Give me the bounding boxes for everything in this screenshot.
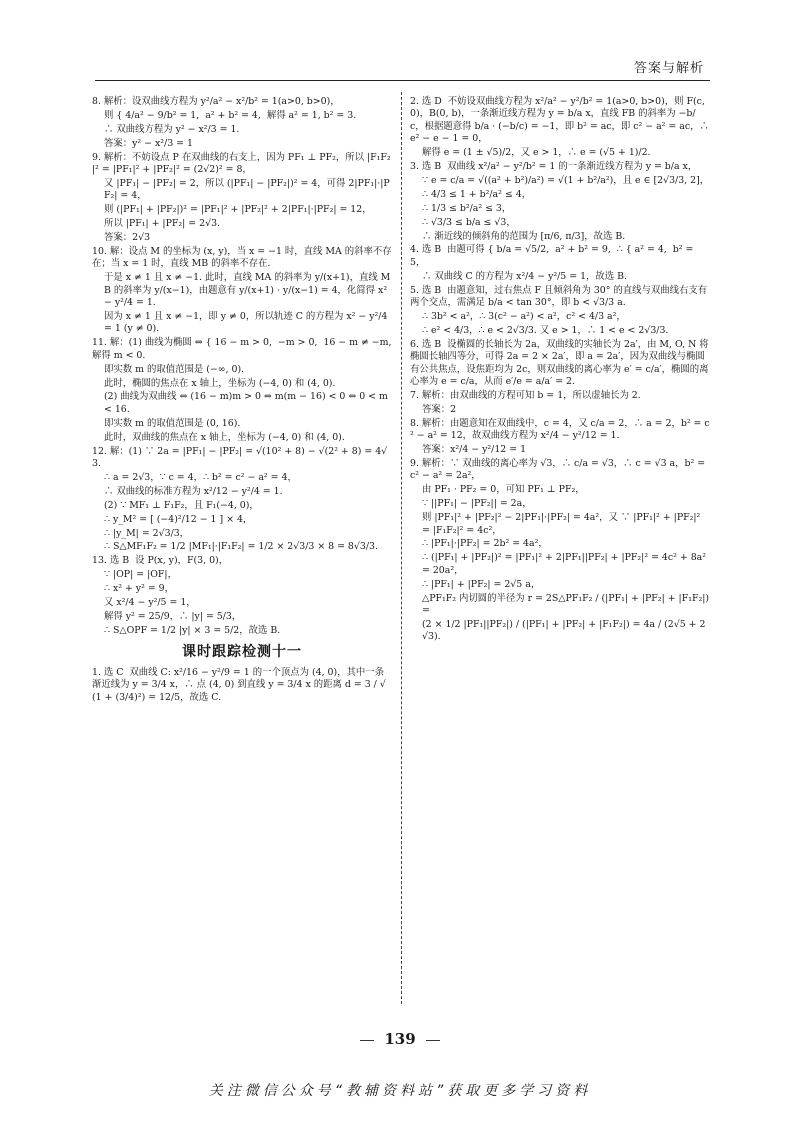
right-para: ∴ 3b² < a²，∴ 3(c² − a²) < a²，c² < 4/3 a²， <box>422 311 626 322</box>
left-para: 则 { 4/a² − 9/b² = 1, a² + b² = 4, 解得 a² = 1, b² = 3. <box>104 109 357 121</box>
left-para: 9. 解析：不妨设点 P 在双曲线的右支上，因为 PF₁ ⊥ PF₂，所以 |F₁F₂|² = |PF₁|² + |PF₂|² = (2√2)² = 8， <box>92 151 391 176</box>
left-para: 又 x²/4 − y²/5 = 1， <box>104 597 196 609</box>
right-para: 6. 选 B 设椭圆的长轴长为 2a，双曲线的实轴长为 2a′，由 M, O, N 将椭圆长轴四等分，可得 2a = 2 × 2a′，即 a = 2a′，因为双曲线与椭圆有公共焦点，设焦距均为 2c，则双曲线的离心率为 e′ = c/a′，椭圆的离心率为 e = c/a，从而 e′/e = a/a′ = 2. <box>410 338 709 388</box>
left-para: 此时，双曲线的焦点在 x 轴上，坐标为 (−4, 0) 和 (4, 0). <box>104 431 345 443</box>
right-answer: 答案：x²/4 − y²/12 = 1 <box>422 444 527 456</box>
left-para: ∴ y_M² = [ (−4)²/12 − 1 ] × 4， <box>104 513 253 525</box>
left-para: 则 (|PF₁| + |PF₂|)² = |PF₁|² + |PF₂|² + 2|PF₁|·|PF₂| = 12， <box>104 204 372 216</box>
right-para: 4. 选 B 由题可得 { b/a = √5/2, a² + b² = 9, ∴ { a² = 4, b² = 5， <box>410 244 697 268</box>
left-para: ∴ S△MF₁F₂ = 1/2 |MF₁|·|F₁F₂| = 1/2 × 2√3/3 × 8 = 8√3/3. <box>104 541 378 553</box>
right-para: 7. 解析：由双曲线的方程可知 b = 1，所以虚轴长为 2. <box>410 389 641 401</box>
page-number-dash-left <box>360 1040 374 1041</box>
page-number <box>0 1030 800 1050</box>
left-para: 解得 y² = 25/9，∴ |y| = 5/3， <box>104 610 242 622</box>
footer-note: 关注微信公众号“教辅资料站”获取更多学习资料 <box>208 1083 592 1099</box>
right-para: ∴ 双曲线 C 的方程为 x²/4 − y²/5 = 1，故选 B. <box>422 270 628 282</box>
right-para: ∵ e = c/a = √((a² + b²)/a²) = √(1 + b²/a²)，且 e ∈ [2√3/3, 2]， <box>422 174 710 186</box>
left-para: 1. 选 C 双曲线 C: x²/16 − y²/9 = 1 的一个顶点为 (4, 0)，其中一条渐近线为 y = 3/4 x，∴ 点 (4, 0) 到直线 y = 3/4 x 的距离 d = 3 / √(1 + (3/4)²) = 12/5，故选 C. <box>92 666 386 703</box>
page-number-dash-right <box>426 1040 440 1041</box>
header-title: 答案与解析 <box>633 61 704 76</box>
left-para: 8. 解析：设双曲线方程为 y²/a² − x²/b² = 1(a>0, b>0)， <box>92 96 340 107</box>
left-para: (2) ∵ MF₁ ⊥ F₁F₂，且 F₁(−4, 0)， <box>104 499 259 511</box>
left-para: ∴ 双曲线的标准方程为 x²/12 − y²/4 = 1. <box>104 485 283 497</box>
right-para: 2. 选 D 不妨设双曲线方程为 x²/a² − y²/b² = 1(a>0, b>0)，则 F(c, 0)，B(0, b)，一条渐近线方程为 y = b/a x，直线 FB 的斜率为 −b/c，根据题意得 b/a · (−b/c) = −1，即 b² = ac，即 c² − a² = ac，∴ e² − e − 1 = 0， <box>410 96 712 145</box>
right-para: ∴ √3/3 ≤ b/a ≤ √3， <box>422 216 516 228</box>
section-title: 课时跟踪检测十一 <box>182 644 302 661</box>
left-para: 10. 解：设点 M 的坐标为 (x, y)，当 x = −1 时，直线 MA 的斜率不存在；当 x = 1 时，直线 MB 的斜率不存在. <box>92 245 392 270</box>
right-column <box>410 96 713 1031</box>
left-para: (2) 曲线为双曲线 ⇔ (16 − m)m > 0 ⇔ m(m − 16) < 0 ⇔ 0 < m < 16. <box>104 391 391 415</box>
left-para: 即实数 m 的取值范围是 (−∞, 0). <box>104 363 245 375</box>
right-para: ∴ 渐近线的倾斜角的范围为 [π/6, π/3]，故选 B. <box>422 230 626 242</box>
column-divider <box>401 92 402 1004</box>
right-para: ∴ (|PF₁| + |PF₂|)² = |PF₁|² + 2|PF₁||PF₂| + |PF₂|² = 4c² + 8a² = 20a²， <box>422 552 709 576</box>
left-para: 12. 解：(1) ∵ 2a = |PF₁| − |PF₂| = √(10² + 8) − √(2² + 8) = 4√3. <box>92 445 388 469</box>
right-para: ∴ e² < 4/3，∴ e < 2√3/3. 又 e > 1，∴ 1 < e < 2√3/3. <box>422 324 669 336</box>
right-para: ∴ 1/3 ≤ b²/a² ≤ 3， <box>422 202 512 214</box>
right-para: 3. 选 B 双曲线 x²/a² − y²/b² = 1 的一条渐近线方程为 y = b/a x， <box>410 161 698 173</box>
left-para: 13. 选 B 设 P(x, y)，F(3, 0)， <box>92 555 229 567</box>
right-answer: 答案：2 <box>422 403 457 415</box>
left-para: ∴ 双曲线方程为 y² − x²/3 = 1. <box>104 123 240 135</box>
right-para: (2 × 1/2 |PF₁||PF₂|) / (|PF₁| + |PF₂| + |F₁F₂|) = 4a / (2√5 + 2√3). <box>422 618 706 643</box>
right-para: 则 |PF₁|² + |PF₂|² − 2|PF₁|·|PF₂| = 4a²，又 ∵ |PF₁|² + |PF₂|² = |F₁F₂|² = 4c²， <box>422 512 704 536</box>
right-para: ∵ ||PF₁| − |PF₂|| = 2a， <box>422 498 532 510</box>
left-answer: 答案：2√3 <box>104 232 151 244</box>
right-para: 由 PF₁ · PF₂ = 0，可知 PF₁ ⊥ PF₂， <box>422 484 585 496</box>
left-para: 因为 x ≠ 1 且 x ≠ −1，即 y ≠ 0，所以轨迹 C 的方程为 x² − y²/4 = 1 (y ≠ 0). <box>104 311 391 335</box>
right-para: 5. 选 B 由题意知，过右焦点 F 且倾斜角为 30° 的直线与双曲线右支有两个交点，需满足 b/a < tan 30°，即 b < √3/3 a. <box>410 284 708 309</box>
left-para: ∴ S△OPF = 1/2 |y| × 3 = 5/2，故选 B. <box>104 624 281 636</box>
left-column <box>92 96 398 1051</box>
right-para: 解得 e = (1 ± √5)/2，又 e > 1，∴ e = (√5 + 1)/2. <box>422 147 651 159</box>
left-para: ∵ |OP| = |OF|， <box>104 569 177 581</box>
left-para: 11. 解：(1) 曲线为椭圆 ⇔ { 16 − m > 0, −m > 0, 16 − m ≠ −m, 解得 m < 0. <box>92 337 398 361</box>
right-para: ∴ 4/3 ≤ 1 + b²/a² ≤ 4， <box>422 188 532 200</box>
left-para: ∴ x² + y² = 9， <box>104 583 175 595</box>
right-para: 8. 解析：由题意知在双曲线中，c = 4，又 c/a = 2，∴ a = 2，b² = c² − a² = 12，故双曲线方程为 x²/4 − y²/12 = 1. <box>410 417 710 442</box>
header-rule <box>95 80 710 81</box>
left-para: ∴ |y_M| = 2√3/3， <box>104 527 190 539</box>
left-para: 所以 |PF₁| + |PF₂| = 2√3. <box>104 218 221 230</box>
left-answer: 答案：y² − x²/3 = 1 <box>104 137 193 149</box>
right-para: △PF₁F₂ 内切圆的半径为 r = 2S△PF₁F₂ / (|PF₁| + |PF₂| + |F₁F₂|) = <box>422 592 713 616</box>
left-para: 此时，椭圆的焦点在 x 轴上，坐标为 (−4, 0) 和 (4, 0). <box>104 377 336 389</box>
left-para: 于是 x ≠ 1 且 x ≠ −1. 此时，直线 MA 的斜率为 y/(x+1)，直线 MB 的斜率为 y/(x−1)，由题意有 y/(x+1) · y/(x−1) = 4，化简得 x² − y²/4 = 1. <box>104 272 391 309</box>
left-para: ∴ a = 2√3，∵ c = 4，∴ b² = c² − a² = 4， <box>104 471 297 483</box>
right-para: ∴ |PF₁| + |PF₂| = 2√5 a， <box>422 578 541 590</box>
left-para: 又 |PF₁| − |PF₂| = 2，所以 (|PF₁| − |PF₂|)² = 4，可得 2|PF₁|·|PF₂| = 4， <box>104 177 390 202</box>
right-para: ∴ |PF₁|·|PF₂| = 2b² = 4a²， <box>422 538 548 550</box>
left-para: 即实数 m 的取值范围是 (0, 16). <box>104 417 241 429</box>
right-para: 9. 解析：∵ 双曲线的离心率为 √3，∴ c/a = √3，∴ c = √3 a，b² = c² − a² = 2a²， <box>410 457 709 482</box>
page-number-value: 139 <box>384 1030 416 1048</box>
